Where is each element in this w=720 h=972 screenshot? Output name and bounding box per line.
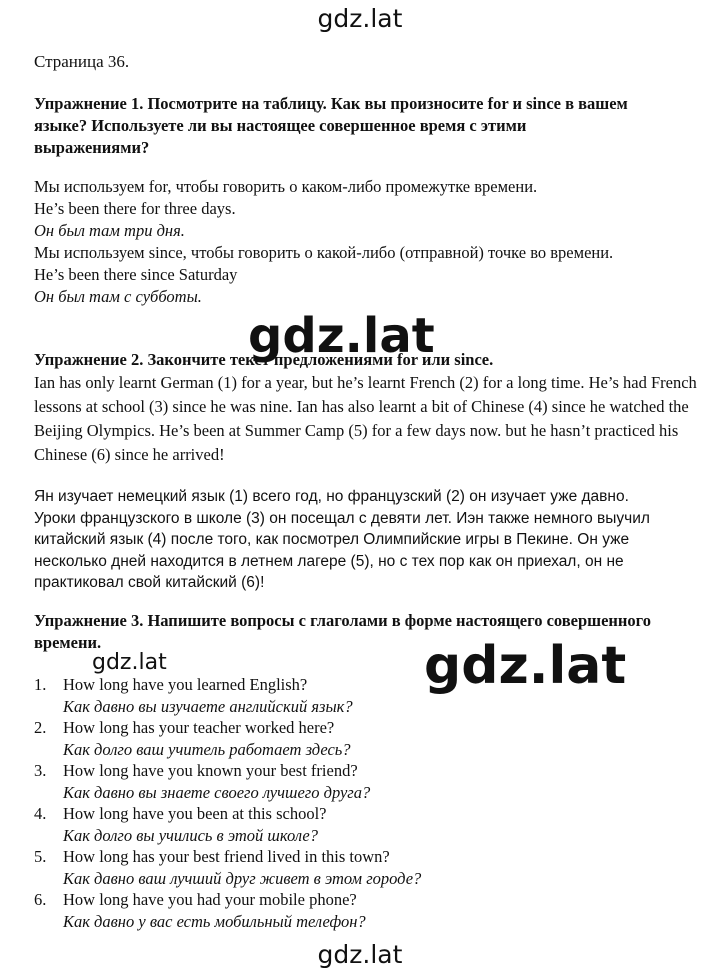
question-english: How long have you been at this school? xyxy=(63,804,327,823)
exercise2-heading: Упражнение 2. Закончите текст предложениями for или since. xyxy=(34,350,494,369)
question-russian: Как долго вы учились в этой школе? xyxy=(63,825,319,845)
list-item xyxy=(34,717,534,760)
question-english: How long has your best friend lived in this town? xyxy=(63,847,390,866)
exercise1-heading: Упражнение 1. Посмотрите на таблицу. Как вы произносите for и since в вашем языке? Используете ли вы настоящее совершенное время с этими выражениями? xyxy=(34,94,628,157)
exercise2-english-text: Ian has only learnt German (1) for a year, but he’s learnt French (2) for a long time. He’s had French lessons at school (3) since he was nine. Ian has also learnt a bit of Chinese (4) since he watched the Beijing Olympics. He’s been at Summer Camp (5) for a few days now. but he hasn’t practiced his Chinese (6) since he arrived! xyxy=(34,373,697,464)
item-number: 5. xyxy=(34,847,47,866)
item-number: 4. xyxy=(34,804,47,823)
question-english: How long have you known your best friend? xyxy=(63,761,358,780)
question-english: How long have you learned English? xyxy=(63,675,308,694)
list-item xyxy=(34,889,534,932)
exercise1-body xyxy=(34,176,674,308)
item-number: 2. xyxy=(34,718,47,737)
exercise1-line: He’s been there since Saturday xyxy=(34,265,238,284)
exercise3-question-list xyxy=(34,674,534,932)
item-number: 6. xyxy=(34,890,47,909)
question-russian: Как давно вы знаете своего лучшего друга? xyxy=(63,782,371,802)
exercise1-line: Мы используем for, чтобы говорить о каком-либо промежутке времени. xyxy=(34,177,538,196)
watermark-bottom: gdz.lat xyxy=(317,940,403,969)
exercise1-line: Мы используем since, чтобы говорить о какой-либо (отправной) точке во времени. xyxy=(34,243,614,262)
question-russian: Как долго ваш учитель работает здесь? xyxy=(63,739,351,759)
exercise3-heading: Упражнение 3. Напишите вопросы с глаголами в форме настоящего совершенного времени. xyxy=(34,611,652,652)
question-russian: Как давно вы изучаете английский язык? xyxy=(63,696,353,716)
watermark-big: gdz.lat xyxy=(424,636,627,696)
item-number: 1. xyxy=(34,675,47,694)
exercise1-line: Он был там с субботы. xyxy=(34,287,202,306)
exercise2-russian-text: Ян изучает немецкий язык (1) всего год, но французский (2) он изучает уже давно. Уроки французского в школе (3) он посещал с девяти лет. Иэн также немного выучил китайский язык (4) после того, как посмотрел Олимпийские игры в Пекине. Он уже несколько дней находится в летнем лагере (5), но с тех пор как он приехал, он не практиковал свой китайский (6)! xyxy=(34,488,650,591)
exercise1-line: Он был там три дня. xyxy=(34,221,185,240)
exercise1-line: He’s been there for three days. xyxy=(34,199,236,218)
question-russian: Как давно у вас есть мобильный телефон? xyxy=(63,911,366,931)
list-item xyxy=(34,760,534,803)
list-item xyxy=(34,846,534,889)
question-english: How long has your teacher worked here? xyxy=(63,718,335,737)
watermark-small: gdz.lat xyxy=(92,650,167,675)
watermark-top: gdz.lat xyxy=(317,4,403,33)
page-label: Страница 36. xyxy=(34,52,130,71)
item-number: 3. xyxy=(34,761,47,780)
list-item xyxy=(34,803,534,846)
question-english: How long have you had your mobile phone? xyxy=(63,890,357,909)
watermark-middle: gdz.lat xyxy=(248,308,435,364)
question-russian: Как давно ваш лучший друг живет в этом городе? xyxy=(63,868,422,888)
list-item xyxy=(34,674,534,717)
